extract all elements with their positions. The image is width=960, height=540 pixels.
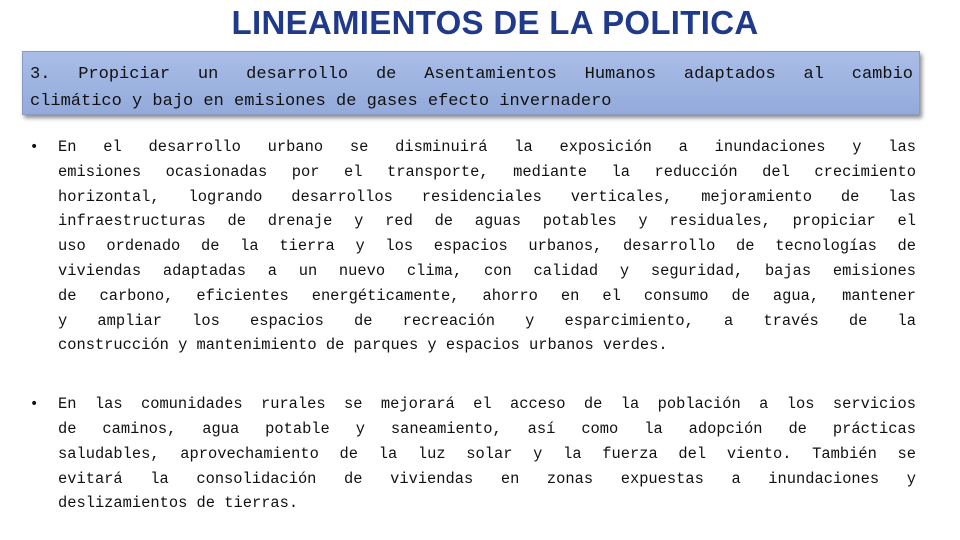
- paragraph-line: En el desarrollo urbano se disminuirá la exposición a inundaciones y las: [58, 138, 916, 156]
- bullet-item-urban: [30, 135, 916, 358]
- paragraph-line: horizontal, logrando desarrollos residenciales verticales, mejoramiento de las: [58, 187, 916, 206]
- paragraph-line: y ampliar los espacios de recreación y esparcimiento, a través de la: [58, 311, 916, 330]
- bullet-icon: •: [30, 396, 39, 413]
- subtitle-banner: [22, 51, 920, 115]
- paragraph-line: infraestructuras de drenaje y red de aguas potables y residuales, propiciar el: [58, 212, 916, 231]
- paragraph-line: de caminos, agua potable y saneamiento, así como la adopción de prácticas: [58, 419, 916, 438]
- paragraph-line: construcción y mantenimiento de parques y espacios urbanos verdes.: [58, 336, 668, 355]
- bullet-list: [30, 135, 916, 516]
- paragraph-line: saludables, aprovechamiento de la luz solar y la fuerza del viento. También se: [58, 444, 916, 463]
- paragraph-line: de carbono, eficientes energéticamente, ahorro en el consumo de agua, mantener: [58, 286, 916, 305]
- subtitle-line: climático y bajo en emisiones de gases efecto invernadero: [30, 92, 612, 111]
- page-title: LINEAMIENTOS DE LA POLITICA: [231, 4, 759, 41]
- paragraph-line: evitará la consolidación de viviendas en zonas expuestas a inundaciones y: [58, 469, 916, 488]
- subtitle-line: 3. Propiciar un desarrollo de Asentamientos Humanos adaptados al cambio: [30, 65, 913, 84]
- paragraph-line: emisiones ocasionadas por el transporte, mediante la reducción del crecimiento: [58, 162, 916, 181]
- paragraph-line: uso ordenado de la tierra y los espacios urbanos, desarrollo de tecnologías de: [58, 237, 916, 256]
- bullet-icon: •: [30, 139, 39, 155]
- paragraph-line: viviendas adaptadas a un nuevo clima, con calidad y seguridad, bajas emisiones: [58, 261, 916, 280]
- paragraph-line: deslizamientos de tierras.: [58, 494, 299, 513]
- bullet-item-rural: [30, 392, 916, 516]
- paragraph-line: En las comunidades rurales se mejorará el acceso de la población a los servicios: [58, 395, 916, 414]
